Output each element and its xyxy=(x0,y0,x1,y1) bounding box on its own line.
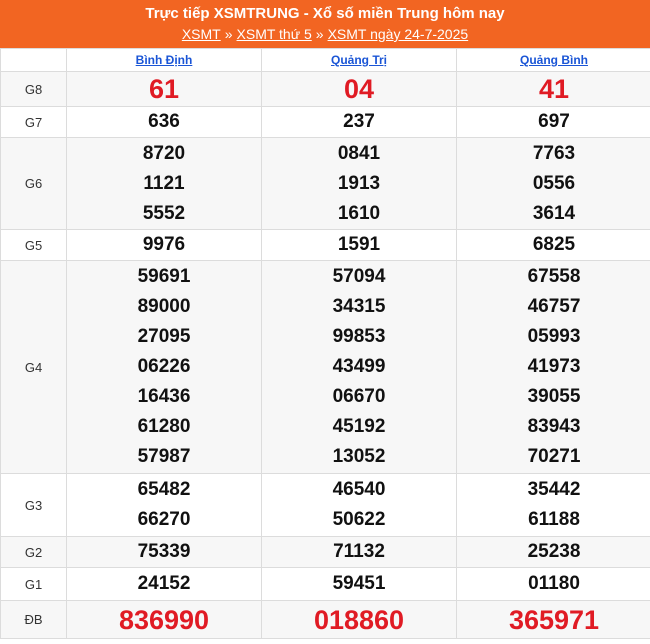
prize-number: 99853 xyxy=(332,326,386,347)
prize-number: 67558 xyxy=(527,266,581,287)
prize-number: 27095 xyxy=(137,326,191,347)
breadcrumb xyxy=(0,25,650,43)
prize-number: 836990 xyxy=(118,604,210,635)
prize-label: ĐB xyxy=(1,601,67,639)
prize-row xyxy=(1,107,650,138)
prize-number: 41 xyxy=(538,74,570,104)
prize-number: 04 xyxy=(343,74,375,104)
prize-cell xyxy=(67,568,262,601)
prize-label: G8 xyxy=(1,72,67,107)
prize-number: 75339 xyxy=(137,541,191,562)
prize-cell xyxy=(67,138,262,230)
prize-number: 41973 xyxy=(527,356,581,377)
prize-number: 70271 xyxy=(527,446,581,467)
prize-number: 6825 xyxy=(532,234,576,255)
prize-number: 34315 xyxy=(332,296,386,317)
prize-cell xyxy=(262,537,457,568)
prize-row xyxy=(1,568,650,601)
prize-number: 9976 xyxy=(142,234,186,255)
prize-cell xyxy=(262,474,457,537)
prize-cell xyxy=(262,138,457,230)
prize-row xyxy=(1,261,650,474)
prize-number: 66270 xyxy=(137,509,191,530)
province-header-row xyxy=(1,49,650,72)
prize-cell xyxy=(457,474,650,537)
prize-cell xyxy=(262,72,457,107)
prize-number: 0556 xyxy=(532,172,576,194)
prize-number: 1913 xyxy=(337,172,381,194)
prize-number: 35442 xyxy=(527,479,581,500)
prize-number: 1591 xyxy=(337,234,381,255)
prize-number: 89000 xyxy=(137,296,191,317)
breadcrumb-link-xsmt-thu-5[interactable]: XSMT thứ 5 xyxy=(236,26,312,42)
prize-number: 39055 xyxy=(527,386,581,407)
prize-number: 1610 xyxy=(337,202,381,224)
prize-number: 45192 xyxy=(332,416,386,437)
prize-number: 5552 xyxy=(142,202,186,224)
prize-cell xyxy=(457,138,650,230)
corner-cell xyxy=(1,49,67,72)
prize-number: 57094 xyxy=(332,266,386,287)
prize-cell xyxy=(262,601,457,639)
prize-label: G7 xyxy=(1,107,67,138)
prize-number: 59451 xyxy=(332,573,386,594)
prize-row xyxy=(1,474,650,537)
prize-cell xyxy=(67,230,262,261)
prize-number: 1121 xyxy=(143,172,185,194)
breadcrumb-separator: » xyxy=(315,26,324,42)
prize-number: 24152 xyxy=(137,573,191,594)
prize-number: 636 xyxy=(148,111,180,132)
prize-number: 46757 xyxy=(527,296,581,317)
prize-number: 50622 xyxy=(332,509,386,530)
prize-number: 61280 xyxy=(137,416,191,437)
prize-number: 57987 xyxy=(137,446,191,467)
prize-label: G2 xyxy=(1,537,67,568)
prize-number: 16436 xyxy=(137,386,191,407)
prize-cell xyxy=(67,107,262,138)
breadcrumb-separator: » xyxy=(224,26,233,42)
prize-number: 46540 xyxy=(332,479,386,500)
prize-cell xyxy=(262,261,457,474)
prize-cell xyxy=(262,230,457,261)
prize-cell xyxy=(262,568,457,601)
prize-number: 61188 xyxy=(528,509,580,530)
prize-number: 01180 xyxy=(528,573,580,594)
prize-cell xyxy=(457,72,650,107)
prize-number: 13052 xyxy=(332,446,386,467)
prize-cell xyxy=(67,72,262,107)
prize-label: G3 xyxy=(1,474,67,537)
prize-cell xyxy=(457,568,650,601)
prize-number: 83943 xyxy=(527,416,581,437)
prize-number: 7763 xyxy=(532,142,576,164)
breadcrumb-link-xsmt-date[interactable]: XSMT ngày 24-7-2025 xyxy=(327,26,469,42)
prize-number: 61 xyxy=(148,74,180,104)
province-link-quang-binh[interactable]: Quảng Bình xyxy=(520,53,588,67)
page-title: Trực tiếp XSMTRUNG - Xổ số miền Trung hôm nay xyxy=(145,5,505,22)
prize-cell xyxy=(457,107,650,138)
results-table xyxy=(0,48,650,639)
prize-cell xyxy=(457,537,650,568)
prize-number: 365971 xyxy=(508,604,600,635)
prize-number: 71132 xyxy=(333,541,385,562)
prize-row xyxy=(1,537,650,568)
prize-number: 018860 xyxy=(313,604,405,635)
prize-number: 05993 xyxy=(527,326,581,347)
prize-number: 59691 xyxy=(137,266,191,287)
prize-number: 237 xyxy=(343,111,375,132)
prize-cell xyxy=(67,601,262,639)
prize-number: 25238 xyxy=(527,541,581,562)
prize-label: G5 xyxy=(1,230,67,261)
prize-cell xyxy=(67,261,262,474)
prize-row xyxy=(1,138,650,230)
prize-cell xyxy=(262,107,457,138)
prize-number: 697 xyxy=(538,111,570,132)
prize-number: 06226 xyxy=(137,356,191,377)
prize-number: 43499 xyxy=(332,356,386,377)
province-link-binh-dinh[interactable]: Bình Định xyxy=(135,53,193,67)
prize-cell xyxy=(457,230,650,261)
breadcrumb-link-xsmt[interactable]: XSMT xyxy=(181,26,221,42)
prize-label: G4 xyxy=(1,261,67,474)
prize-cell xyxy=(457,261,650,474)
prize-label: G6 xyxy=(1,138,67,230)
prize-cell xyxy=(67,537,262,568)
prize-row xyxy=(1,601,650,639)
prize-row xyxy=(1,230,650,261)
prize-number: 0841 xyxy=(337,142,381,164)
prize-number: 8720 xyxy=(142,142,186,164)
prize-label: G1 xyxy=(1,568,67,601)
prize-cell xyxy=(67,474,262,537)
prize-row xyxy=(1,72,650,107)
prize-number: 06670 xyxy=(332,386,386,407)
province-link-quang-tri[interactable]: Quảng Trị xyxy=(330,53,387,67)
prize-number: 3614 xyxy=(532,202,576,224)
header xyxy=(0,0,650,48)
prize-number: 65482 xyxy=(137,479,191,500)
prize-cell xyxy=(457,601,650,639)
